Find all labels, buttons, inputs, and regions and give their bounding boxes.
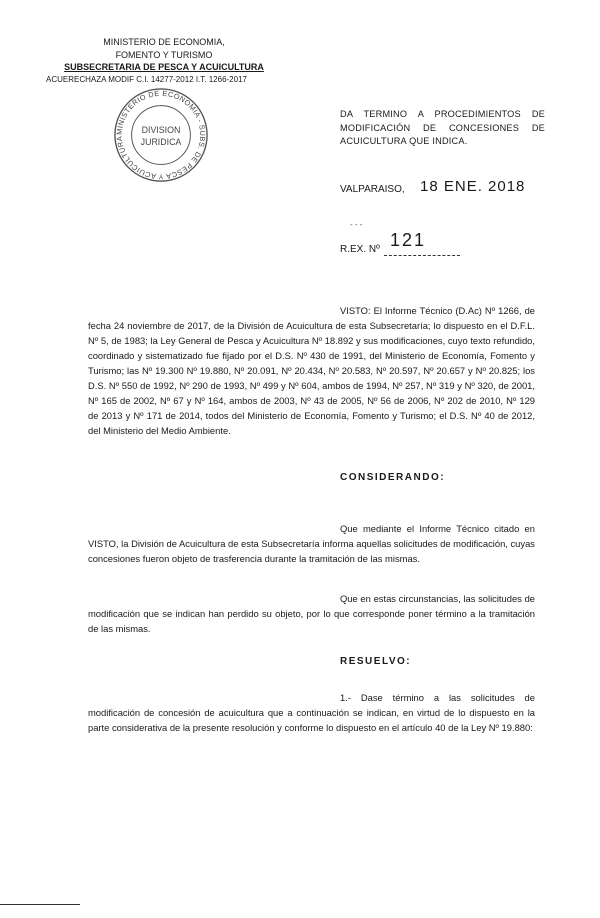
visto-paragraph: VISTO: El Informe Técnico (D.Ac) Nº 1266, de fecha 24 noviembre de 2017, de la División de Acuicultura de esta Subsecretaría; lo dispuesto en el D.F.L. Nº 5, de 1983; la Ley General de Pesca y Acuicultura Nº 18.892 y sus modificaciones, cuyo texto refundido, coordinado y sistematizado fue fijado por el D.S. Nº 430 de 1991, del Ministerio de Economía, Fomento y Turismo; las Nº 19.300 Nº 19.880, Nº 20.091, Nº 20.434, Nº 20.583, Nº 20.597, Nº 20.657 y Nº 20.825; los D.S. Nº 550 de 1992, Nº 290 de 1993, Nº 499 y Nº 604, ambos de 1994, Nº 257, Nº 319 y Nº 320, de 2001, Nº 165 de 2002, Nº 67 y Nº 164, ambos de 2003, Nº 43 de 2005, Nº 56 de 2006, Nº 202 de 2010, Nº 129 de 2013 y Nº 171 de 2014, todos del Ministerio de Economía, Fomento y Turismo; el D.S. Nº 40 de 2012, del Ministerio del Medio Ambiente. [88, 305, 535, 436]
date-stamp: 18 ENE. 2018 [420, 178, 526, 195]
stamp-inner-line1: DIVISION [141, 125, 181, 136]
rex-label: R.EX. Nº [340, 244, 380, 255]
resolution-summary: DA TERMINO A PROCEDIMIENTOS DE MODIFICACIÓN DE CONCESIONES DE ACUICULTURA QUE INDICA. [340, 109, 545, 146]
rex-mark: - - - [350, 220, 363, 229]
considerando-paragraph-2: Que en estas circunstancias, las solicitudes de modificación que se indican han perdido su objeto, por lo que corresponde poner término a la tramitación de las mismas. [88, 593, 535, 634]
stamp-inner-line2: JURIDICA [140, 136, 182, 147]
footer-rule [0, 904, 80, 905]
division-juridica-stamp [112, 86, 210, 184]
ministry-subname: FOMENTO Y TURISMO [115, 49, 213, 60]
rex-underline [384, 255, 460, 256]
resuelvo-heading: RESUELVO: [340, 656, 412, 667]
file-reference: ACUERECHAZA MODIF C.I. 14277-2012 I.T. 1266-2017 [46, 74, 247, 84]
rex-number: 121 [390, 230, 427, 250]
considerando-paragraph-1: Que mediante el Informe Técnico citado en VISTO, la División de Acuicultura de esta Subsecretaría informa aquellas solicitudes de modificación, cuyas concesiones fueron objeto de trasferencia durante la tramitación de las mismas. [88, 523, 535, 564]
stamp-outer-text: MINISTERIO DE ECONOMIA - SUBS. DE PESCA Y ACUICULTURA [114, 88, 208, 182]
subsecretaria-name: SUBSECRETARIA DE PESCA Y ACUICULTURA [64, 62, 264, 72]
considerando-heading: CONSIDERANDO: [340, 472, 446, 483]
letterhead [46, 36, 274, 86]
resolution-number [340, 222, 520, 262]
ministry-name: MINISTERIO DE ECONOMIA, [103, 37, 225, 47]
place: VALPARAISO, [340, 184, 405, 195]
resuelvo-paragraph-1: 1.- Dase término a las solicitudes de modificación de concesión de acuicultura que a continuación se indican, en virtud de lo dispuesto en la parte considerativa de la presente resolución y conforme lo dispuesto en el artículo 40 de la Ley Nº 19.880: [88, 692, 535, 733]
